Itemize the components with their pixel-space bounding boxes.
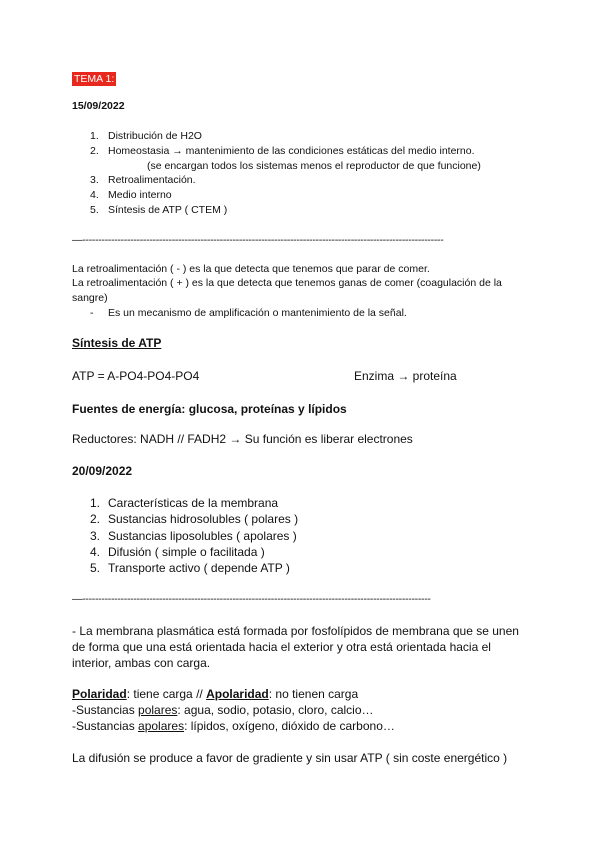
list-item: 3. Sustancias liposolubles ( apolares ) bbox=[90, 528, 297, 543]
list-item: 1. Características de la membrana bbox=[90, 496, 279, 510]
separator-line-2: —------------------------------------------------------------------------------------------------------------- bbox=[72, 593, 431, 605]
tema-heading: TEMA 1: bbox=[74, 73, 115, 85]
fuentes-heading: Fuentes de energía: glucosa, proteínas y lípidos bbox=[72, 402, 347, 416]
apolaridad-text: : no tienen carga bbox=[268, 687, 359, 701]
atp-formula: ATP = A-PO4-PO4-PO4 bbox=[72, 369, 200, 383]
list-item: 3. Retroalimentación. bbox=[90, 174, 196, 187]
apolares-word: apolares bbox=[138, 719, 185, 733]
enzima-text: Enzima → proteína bbox=[354, 369, 457, 383]
topic-list-1 bbox=[72, 129, 481, 218]
list-item: 5. Transporte activo ( depende ATP ) bbox=[90, 561, 290, 576]
difusion-text: La difusión se produce a favor de gradiente y sin usar ATP ( sin coste energético ) bbox=[72, 751, 508, 765]
date-heading-1: 15/09/2022 bbox=[72, 100, 125, 112]
polares-prefix: -Sustancias bbox=[72, 703, 139, 717]
list-item-note: (se encargan todos los sistemas menos el reproductor de que funcione) bbox=[147, 159, 481, 172]
apolares-prefix: -Sustancias bbox=[72, 719, 139, 733]
polares-line bbox=[72, 703, 374, 717]
list-item: 1. Distribución de H2O bbox=[90, 130, 202, 142]
list-item: 4. Difusión ( simple o facilitada ) bbox=[90, 544, 265, 559]
topic-list-2 bbox=[72, 495, 298, 576]
list-item: 2. Homeostasia → mantenimiento de las condiciones estáticas del medio interno. bbox=[90, 144, 475, 157]
apolares-text: : lípidos, oxígeno, dióxido de carbono… bbox=[184, 719, 395, 733]
polaridad-label: Polaridad bbox=[72, 687, 127, 701]
list-item: 5. Síntesis de ATP ( CTEM ) bbox=[90, 203, 228, 216]
reductores-text: Reductores: NADH // FADH2 → Su función es liberar electrones bbox=[72, 432, 413, 446]
atp-heading: Síntesis de ATP bbox=[72, 336, 162, 350]
retro-line-2: La retroalimentación ( + ) es la que detecta que tenemos ganas de comer (coagulación de la bbox=[72, 277, 502, 289]
polares-text: : agua, sodio, potasio, cloro, calcio… bbox=[177, 703, 374, 717]
separator-line-1: —----------------------------------------------------------------------------------------------------------------- bbox=[72, 234, 444, 246]
apolares-line bbox=[72, 719, 395, 733]
polaridad-line bbox=[72, 687, 358, 701]
bullet-dash: - bbox=[90, 307, 94, 319]
membrana-line-2: de forma que una está orientada hacia el exterior y otra está orientada hacia el bbox=[72, 640, 491, 654]
polaridad-text: : tiene carga // bbox=[126, 687, 207, 701]
date-heading-2: 20/09/2022 bbox=[72, 464, 133, 478]
polares-word: polares bbox=[138, 703, 178, 717]
membrana-line-1: - La membrana plasmática está formada por fosfolípidos de membrana que se unen bbox=[72, 624, 519, 638]
membrana-line-3: interior, ambas con carga. bbox=[72, 656, 211, 670]
retro-line-1: La retroalimentación ( - ) es la que detecta que tenemos que parar de comer. bbox=[72, 263, 430, 275]
retro-bullet: Es un mecanismo de amplificación o mantenimiento de la señal. bbox=[108, 307, 407, 319]
list-item: 2. Sustancias hidrosolubles ( polares ) bbox=[90, 512, 299, 527]
apolaridad-label: Apolaridad bbox=[206, 687, 269, 701]
retro-line-3: sangre) bbox=[72, 292, 108, 304]
list-item: 4. Medio interno bbox=[90, 189, 172, 202]
